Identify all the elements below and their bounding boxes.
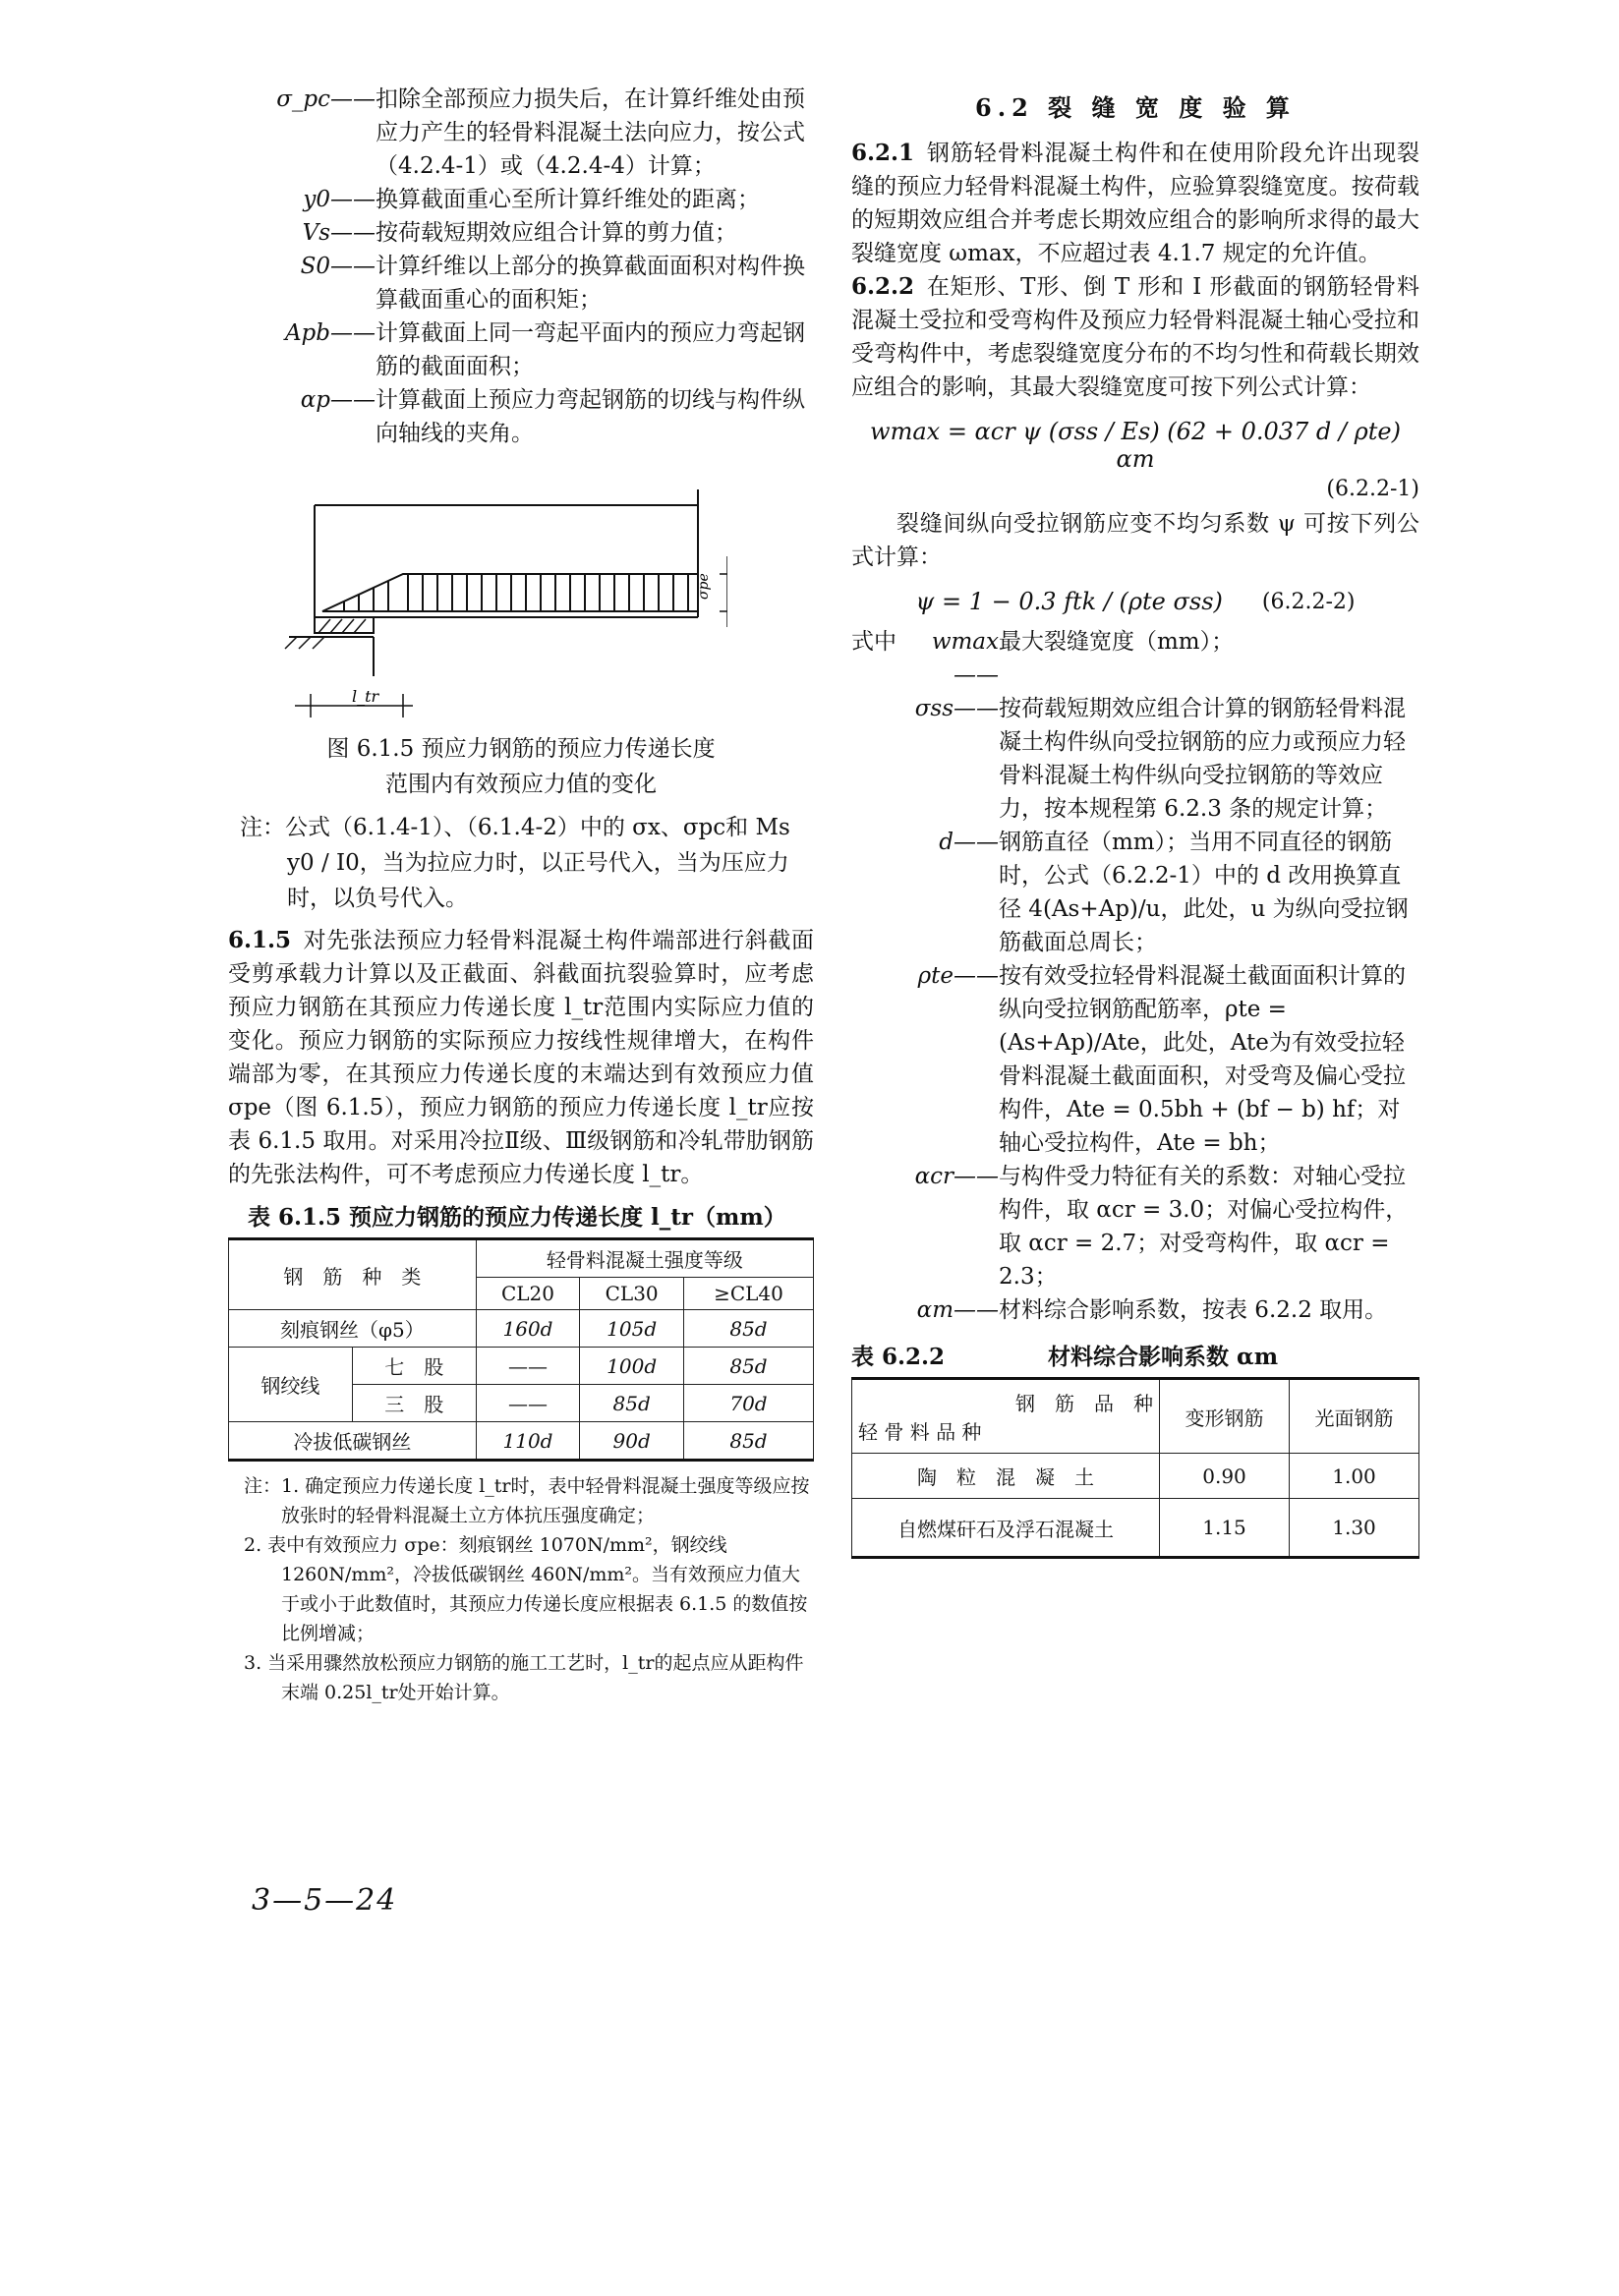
table-header-kind: 钢 筋 种 类 — [229, 1239, 477, 1310]
prestress-transfer-diagram — [275, 480, 727, 725]
psi-intro: 裂缝间纵向受拉钢筋应变不均匀系数 ψ 可按下列公式计算： — [851, 511, 1419, 570]
table-6-1-5-notes: 注：1. 确定预应力传递长度 l_tr时，表中轻骨料混凝土强度等级应按放张时的轻骨料混凝土立方体抗压强度确定； 2. 表中有效预应力 σpe：刻痕钢丝 1070N/mm²，钢绞线 1260N/mm²，冷拔低碳钢丝 460N/mm²。当有效预应力值大于或小于此数值时，其预应力传递长度应根据表 6.1.5 的数值按比例增减； 3. 当采用骤然放松预应力钢筋的施工工艺时，l_tr的起点应从距构件末端 0.25l_tr处开始计算。 — [244, 1475, 810, 1703]
table-6-2-2 — [851, 1377, 1419, 1559]
def-d: d—— 钢筋直径（mm）；当用不同直径的钢筋时，公式（6.2.2-1）中的 d 改用换算直径 4(As+Ap)/u，此处，u 为纵向受拉钢筋截面总周长； — [939, 830, 1409, 955]
def-s0: S0—— 计算纤维以上部分的换算截面面积对构件换算截面重心的面积矩； — [300, 254, 805, 313]
def-vs: Vs—— 按荷载短期效应组合计算的剪力值； — [302, 220, 737, 246]
section-title: 6.2 裂 缝 宽 度 验 算 — [975, 93, 1296, 122]
def-alpha-m: αm—— 材料综合影响系数，按表 6.2.2 取用。 — [916, 1297, 1388, 1323]
formula-6-2-2-2-number: (6.2.2-2) — [1261, 589, 1356, 614]
figure-note: 注：公式（6.1.4-1）、（6.1.4-2）中的 σx、σpc和 Ms y0 / I0，当为拉应力时，以正号代入，当为压应力时，以负号代入。 — [240, 815, 790, 911]
table-row: 钢绞线 七 股 —— 100d 85d — [229, 1348, 814, 1385]
right-column — [851, 83, 1419, 1559]
def-y0: y0—— 换算截面重心至所计算纤维处的距离； — [303, 187, 760, 212]
table-header-grade: 轻骨料混凝土强度等级 — [476, 1239, 813, 1278]
table-header-col: ≥CL40 — [683, 1278, 813, 1310]
def-sigma-pc: σ_pc—— 扣除全部预应力损失后，在计算纤维处由预应力产生的轻骨料混凝土法向应力，按公式（4.2.4-1）或（4.2.4-4）计算； — [276, 86, 805, 179]
table-6-1-5 — [228, 1237, 814, 1462]
clause-6-2-2: 6.2.2 在矩形、T形、倒 T 形和 I 形截面的钢筋轻骨料混凝土受拉和受弯构件及预应力轻骨料混凝土轴心受拉和受弯构件中，考虑裂缝宽度分布的不均匀性和荷载长期效应组合的影响，其最大裂缝宽度可按下列公式计算： — [851, 273, 1419, 400]
table-6-1-5-caption: 表 6.1.5 预应力钢筋的预应力传递长度 l_tr（mm） — [248, 1204, 786, 1231]
formula-6-2-2-2: ψ = 1 − 0.3 ftk / (ρte σss) — [915, 588, 1223, 615]
table-header-col: CL20 — [476, 1278, 580, 1310]
clause-6-1-5: 6.1.5 对先张法预应力轻骨料混凝土构件端部进行斜截面受剪承载力计算以及正截面、斜截面抗裂验算时，应考虑预应力钢筋在其预应力传递长度 l_tr范围内实际应力值的变化。预应力钢筋的实际预应力按线性规律增大，在构件端部为零，在其预应力传递长度的末端达到有效预应力值 σpe（图 6.1.5），预应力钢筋的预应力传递长度 l_tr应按表 6.1.5 取用。对采用冷拉Ⅱ级、Ⅲ级钢筋和冷轧带肋钢筋的先张法构件，可不考虑预应力传递长度 l_tr。 — [228, 927, 814, 1187]
table-row: 刻痕钢丝（φ5） 160d 105d 85d — [229, 1310, 814, 1348]
table-row: 冷拔低碳钢丝 110d 90d 85d — [229, 1422, 814, 1461]
def-alpha-p: αp—— 计算截面上预应力弯起钢筋的切线与构件纵向轴线的夹角。 — [300, 387, 805, 446]
def-sigma-ss: σss—— 按荷载短期效应组合计算的钢筋轻骨料混凝土构件纵向受拉钢筋的应力或预应力轻骨料混凝土构件纵向受拉钢筋的等效应力，按本规程第 6.2.3 条的规定计算； — [914, 696, 1406, 822]
def-wmax: 式中 wmax—— 最大裂缝宽度（mm）； — [851, 629, 1235, 688]
formula-6-2-2-1-number: (6.2.2-1) — [1326, 477, 1419, 501]
def-apb: Apb—— 计算截面上同一弯起平面内的预应力弯起钢筋的截面面积； — [284, 320, 805, 379]
left-column — [228, 83, 814, 1707]
ltr-label: l_tr — [352, 687, 379, 706]
clause-6-2-1: 6.2.1 钢筋轻骨料混凝土构件和在使用阶段允许出现裂缝的预应力轻骨料混凝土构件，应验算裂缝宽度。按荷载的短期效应组合并考虑长期效应组合的影响所求得的最大裂缝宽度 ωmax，不应超过表 4.1.7 规定的允许值。 — [851, 140, 1419, 266]
table-row: 陶 粒 混 凝 土 0.90 1.00 — [852, 1454, 1419, 1499]
figure-6-1-5 — [275, 480, 727, 725]
table-header-col: 光面钢筋 — [1290, 1379, 1419, 1454]
table-header-col: 变形钢筋 — [1160, 1379, 1290, 1454]
page-number: 3—5—24 — [252, 1883, 398, 1918]
table-diag-header: 钢 筋 品 种 轻 骨 料 品 种 — [852, 1379, 1160, 1454]
formula-6-2-2-2-row — [851, 588, 1419, 615]
formula-6-2-2-1: wmax = αcr ψ (σss / Es) (62 + 0.037 d / ρte) αm — [870, 418, 1401, 473]
table-header-col: CL30 — [580, 1278, 684, 1310]
figure-caption: 图 6.1.5 预应力钢筋的预应力传递长度 范围内有效预应力值的变化 — [326, 736, 716, 797]
table-row: 自燃煤矸石及浮石混凝土 1.15 1.30 — [852, 1499, 1419, 1558]
sigma-pe-label: σpe — [696, 573, 712, 600]
def-rho-te: ρte—— 按有效受拉轻骨料混凝土截面面积计算的纵向受拉钢筋配筋率，ρte = (As+Ap)/Ate，此处，Ate为有效受拉轻骨料混凝土截面面积，对受弯及偏心受拉构件，Ate = 0.5bh + (bf − b) hf；对轴心受拉构件，Ate = bh； — [917, 963, 1406, 1156]
def-alpha-cr: αcr—— 与构件受力特征有关的系数：对轴心受拉构件，取 αcr = 3.0；对偏心受拉构件，取 αcr = 2.7；对受弯构件，取 αcr = 2.3； — [914, 1164, 1409, 1290]
table-row: 三 股 —— 85d 70d — [229, 1385, 814, 1422]
table-6-2-2-caption: 表 6.2.2 材料综合影响系数 αm — [851, 1344, 1279, 1370]
